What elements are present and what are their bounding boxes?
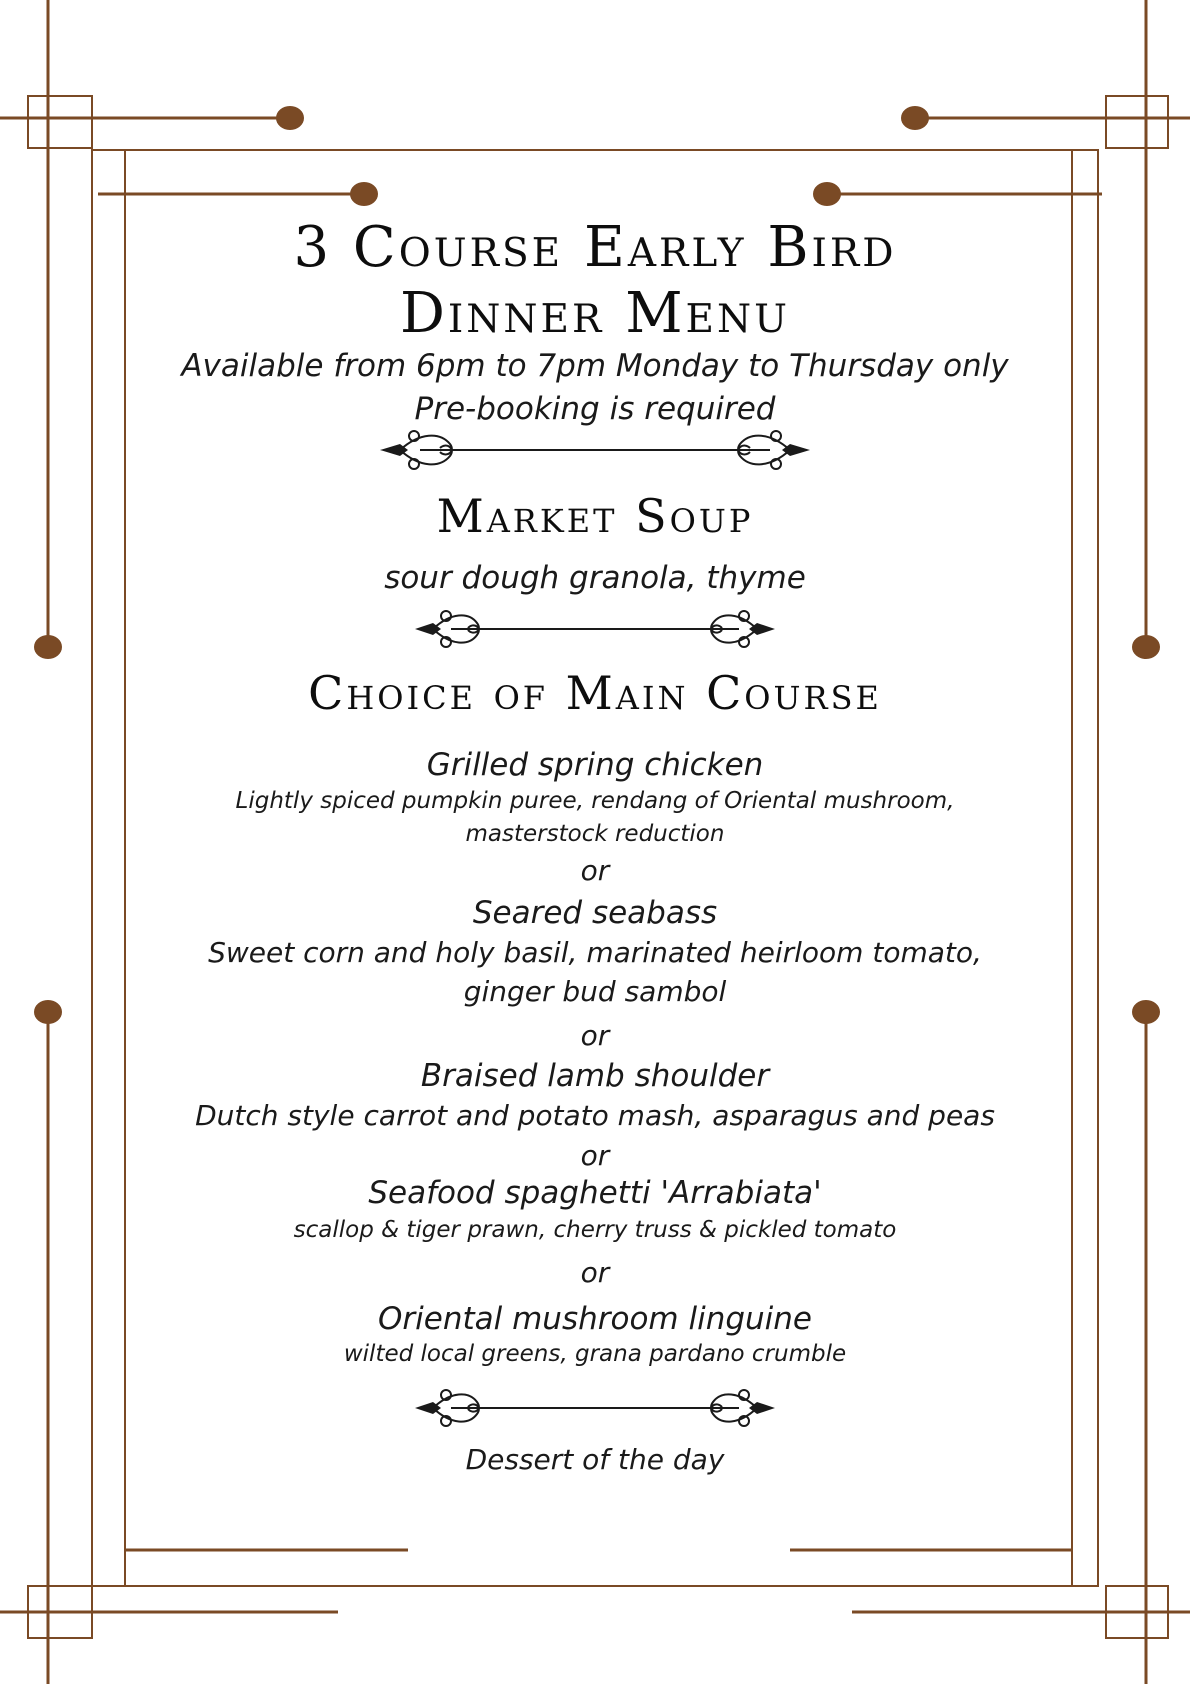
main-course-heading: Choice of Main Course — [308, 666, 882, 720]
dish-description: Lightly spiced pumpkin puree, rendang of Oriental mushroom, — [235, 788, 955, 814]
dish-name: Seared seabass — [472, 895, 718, 931]
menu-title-line-2: Dinner Menu — [400, 281, 790, 346]
or-separator: or — [580, 1256, 610, 1289]
dish-description: wilted local greens, grana pardano crumble — [343, 1341, 847, 1367]
dish-description: scallop & tiger prawn, cherry truss & pickled tomato — [293, 1217, 897, 1243]
or-separator: or — [580, 1139, 610, 1172]
dessert-description: Dessert of the day — [465, 1443, 725, 1476]
flourish-divider-icon — [380, 424, 810, 476]
booking-note: Pre-booking is required — [414, 391, 776, 427]
dish-description: ginger bud sambol — [463, 975, 727, 1008]
dish-description: Sweet corn and holy basil, marinated heirloom tomato, — [208, 936, 982, 969]
dish-name: Grilled spring chicken — [426, 747, 764, 783]
dish-name: Seafood spaghetti 'Arrabiata' — [368, 1175, 822, 1211]
soup-description: sour dough granola, thyme — [384, 560, 806, 596]
dish-description: masterstock reduction — [465, 821, 725, 847]
or-separator: or — [580, 1019, 610, 1052]
or-separator: or — [580, 854, 610, 887]
availability-text: Available from 6pm to 7pm Monday to Thursday only — [181, 348, 1009, 384]
flourish-divider-icon — [415, 604, 775, 654]
dish-name: Oriental mushroom linguine — [378, 1301, 812, 1337]
soup-heading: Market Soup — [436, 489, 754, 543]
dish-name: Braised lamb shoulder — [420, 1058, 770, 1094]
menu-title-line-1: 3 Course Early Bird — [293, 215, 897, 280]
dish-description: Dutch style carrot and potato mash, asparagus and peas — [195, 1099, 995, 1132]
flourish-divider-icon — [415, 1383, 775, 1433]
